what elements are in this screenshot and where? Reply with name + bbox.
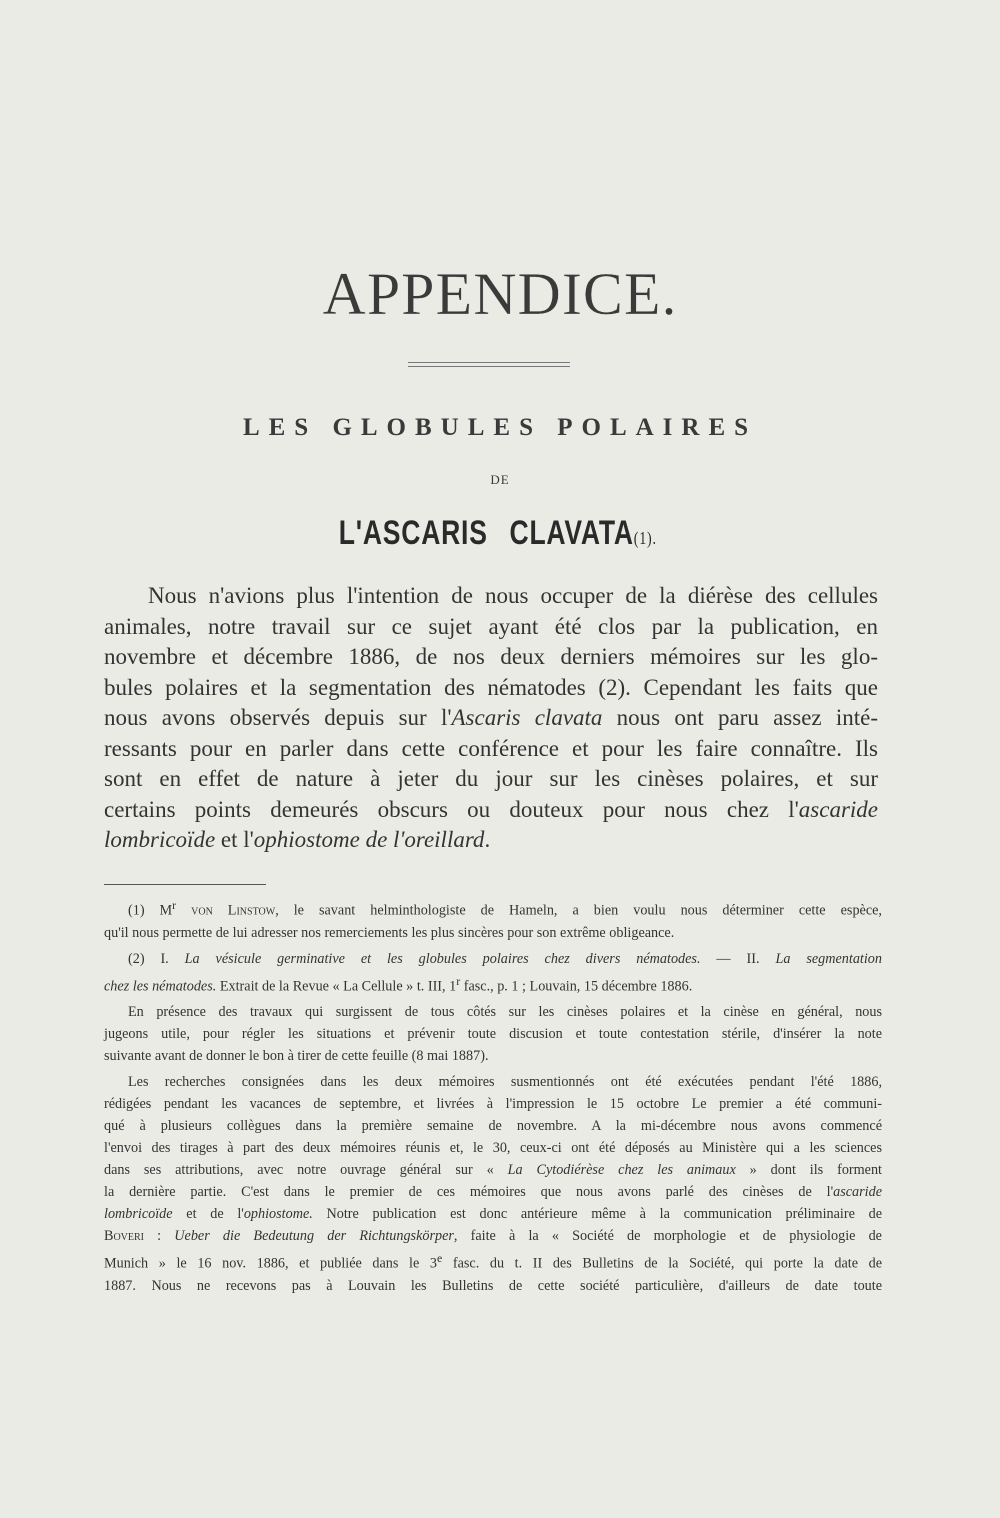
footnote-line bbox=[104, 948, 882, 970]
body-line bbox=[104, 825, 878, 856]
species-footnote-ref: (1). bbox=[633, 528, 657, 548]
footnote-line: suivante avant de donner le bon à tirer de cette feuille (8 mai 1887). bbox=[104, 1048, 489, 1065]
footnote-line: jugeons utile, pour régler les situations et prévenir toute discusion et toute contestation stérile, d'insérer la note bbox=[104, 1026, 882, 1043]
section-subtitle: LES GLOBULES POLAIRES bbox=[242, 414, 758, 441]
footnote-text-run: , faite à la « Société de morphologie et de physiologie de bbox=[453, 1228, 882, 1245]
footnote-line bbox=[104, 1225, 882, 1247]
footnote-text-run: Munich » le 16 nov. 1886, et publiée dans le 3 bbox=[104, 1256, 437, 1273]
footnote-line: En présence des travaux qui surgissent de tous côtés sur les cinèses polaires et la cinèse en général, nous bbox=[128, 1004, 882, 1021]
species-heading bbox=[108, 514, 888, 553]
footnote-italic-run: ascaride bbox=[833, 1184, 882, 1201]
body-line bbox=[104, 703, 878, 734]
body-line: Nous n'avions plus l'intention de nous occuper de la diérèse des cellules bbox=[148, 583, 878, 608]
footnote-italic-run: chez les nématodes. bbox=[104, 978, 217, 995]
footnote-sup: r bbox=[456, 973, 461, 988]
footnote-line bbox=[104, 894, 882, 922]
body-text-run: nous avons observés depuis sur l' bbox=[104, 705, 452, 730]
footnote-text-run: (2) I. bbox=[128, 950, 185, 967]
body-text-run: nous ont paru assez inté- bbox=[602, 705, 878, 730]
footnotes bbox=[104, 894, 882, 1301]
body-italic-run: Ascaris clavata bbox=[451, 705, 603, 730]
body-line: animales, notre travail sur ce sujet ayant été clos par la publication, en bbox=[104, 613, 878, 639]
footnote-line bbox=[104, 970, 882, 998]
body-italic-run: ascaride bbox=[798, 796, 878, 822]
footnote-text-run: Extrait de la Revue « La Cellule » t. III, 1 bbox=[216, 978, 457, 995]
footnote-line: Les recherches consignées dans les deux mémoires susmentionnés ont été exécutées pendant l'été 1886, bbox=[128, 1074, 882, 1091]
body-paragraph bbox=[104, 581, 878, 856]
body-line: sont en effet de nature à jeter du jour sur les cinèses polaires, et sur bbox=[104, 766, 878, 791]
footnote-italic-run: lombricoïde bbox=[104, 1206, 173, 1223]
body-line: bules polaires et la segmentation des nématodes (2). Cependant les faits que bbox=[104, 674, 878, 700]
footnote-text-run: fasc., p. 1 ; Louvain, 15 décembre 1886. bbox=[460, 978, 693, 995]
body-text-run: et l' bbox=[215, 827, 254, 852]
body-italic-run: lombricoïde bbox=[104, 827, 216, 852]
footnote-line: l'envoi des tirages à part des deux mémoires réunis et, le 30, ceux-ci ont été déposés au Ministère qui a les sciences bbox=[104, 1140, 882, 1157]
footnote-text-run: , le savant helminthologiste de Hameln, a bien voulu nous déterminer cette espèce, bbox=[275, 902, 882, 919]
footnote-italic-run: La vésicule germinative et les globules polaires chez divers nématodes. bbox=[184, 950, 701, 967]
body-text-run: . bbox=[484, 827, 491, 852]
footnote-text-run: (1) M bbox=[128, 902, 173, 919]
footnote-sup: e bbox=[436, 1251, 443, 1266]
footnote-italic-run: La segmentation bbox=[775, 950, 882, 967]
subtitle-connector: DE bbox=[490, 472, 510, 487]
footnote-sup: r bbox=[172, 898, 177, 912]
footnote-line: qué à plusieurs collègues dans la première semaine de novembre. A la mi-décembre nous avons commencé bbox=[104, 1118, 882, 1135]
footnote-line bbox=[104, 1247, 882, 1275]
body-line bbox=[104, 795, 878, 826]
footnote-paragraph-4 bbox=[104, 1071, 882, 1297]
footnote-line bbox=[104, 1203, 882, 1225]
footnote-line bbox=[104, 1181, 882, 1203]
footnote-2 bbox=[104, 948, 882, 998]
species-heading-part-2: CLAVATA bbox=[509, 514, 634, 552]
body-italic-run: ophiostome de l'oreillard bbox=[253, 827, 485, 852]
footnote-1 bbox=[104, 894, 882, 944]
footnote-text-run: Notre publication est donc antérieure même à la communication préliminaire de bbox=[312, 1206, 882, 1223]
footnote-text-run: dans ses attributions, avec notre ouvrage général sur « bbox=[104, 1162, 508, 1179]
footnote-italic-run: Ueber die Bedeutung der Richtungskörper bbox=[174, 1228, 454, 1245]
footnote-line: rédigées pendant les vacances de septembre, et livrées à l'impression le 15 octobre Le premier a été communi- bbox=[104, 1096, 882, 1113]
title-double-rule bbox=[408, 362, 570, 367]
footnote-text-run: fasc. du t. II des Bulletins de la Société, qui porte la date de bbox=[442, 1256, 882, 1273]
footnote-line: qu'il nous permette de lui adresser nos remerciements les plus sincères pour son extrême obligeance. bbox=[104, 924, 675, 941]
body-line: novembre et décembre 1886, de nos deux derniers mémoires sur les glo- bbox=[104, 644, 878, 669]
footnote-paragraph-3 bbox=[104, 1001, 882, 1067]
footnote-text-run: : bbox=[144, 1228, 175, 1245]
footnote-text-run: la dernière partie. C'est dans le premier de ces mémoires que nous avons parlé des cinèses de l' bbox=[104, 1184, 834, 1201]
footnote-author: Boveri bbox=[104, 1228, 145, 1245]
body-line: ressants pour en parler dans cette conférence et pour les faire connaître. Ils bbox=[104, 735, 878, 761]
body-text-run: certains points demeurés obscurs ou douteux pour nous chez l' bbox=[104, 796, 799, 822]
footnote-line bbox=[104, 1159, 882, 1181]
footnote-italic-run: ophiostome. bbox=[243, 1206, 313, 1223]
page-title: APPENDICE. bbox=[322, 261, 678, 327]
footnote-line: 1887. Nous ne recevons pas à Louvain les Bulletins de cette société particulière, d'ailleurs de date toute bbox=[104, 1278, 882, 1295]
footnote-italic-run: La Cytodiérèse chez les animaux bbox=[507, 1162, 736, 1179]
footnote-text-run: et de l' bbox=[172, 1206, 244, 1223]
footnote-author: von Linstow bbox=[176, 902, 276, 919]
footnote-separator bbox=[104, 884, 266, 885]
footnote-text-run: » dont ils forment bbox=[735, 1162, 883, 1179]
footnote-text-run: — II. bbox=[700, 950, 776, 967]
species-heading-part-1: L'ASCARIS bbox=[338, 514, 488, 552]
